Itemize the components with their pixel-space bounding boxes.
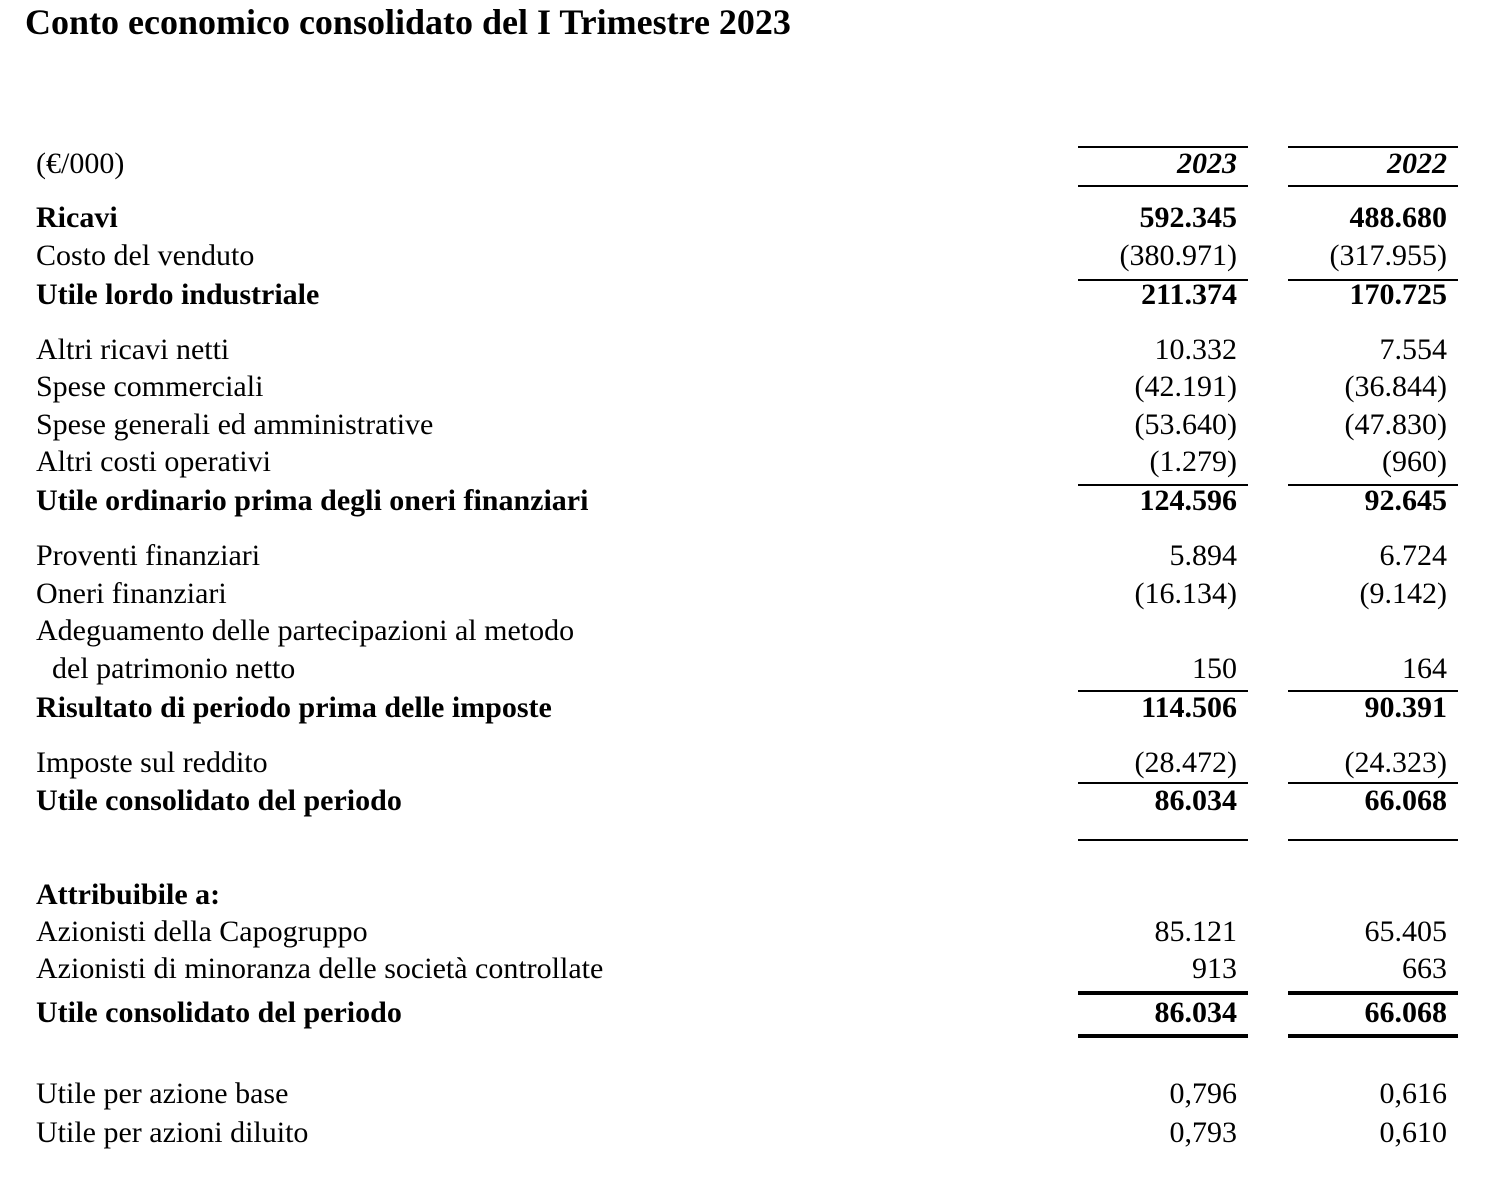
value-2022: 66.068 [1364, 996, 1447, 1029]
header-row [0, 148, 1500, 185]
table-row [0, 409, 1500, 446]
table-row [0, 485, 1500, 522]
row-label: Utile per azione base [36, 1077, 289, 1110]
row-label: Azionisti della Capogruppo [36, 915, 368, 948]
value-2023: (380.971) [1119, 239, 1237, 272]
value-2023: 592.345 [1139, 201, 1237, 234]
table-row [0, 653, 1500, 690]
row-label: Altri costi operativi [36, 445, 271, 478]
row-label: Costo del venduto [36, 239, 255, 272]
table-row [0, 692, 1500, 729]
table-row [0, 997, 1500, 1034]
table-row [0, 578, 1500, 615]
row-label: Risultato di periodo prima delle imposte [36, 691, 552, 724]
value-2022: 0,616 [1379, 1077, 1447, 1110]
value-2022: 6.724 [1379, 539, 1447, 572]
table-row [0, 202, 1500, 239]
table-row [0, 240, 1500, 277]
table-row [0, 1078, 1500, 1115]
value-2022: 66.068 [1364, 784, 1447, 817]
value-2022: (36.844) [1344, 370, 1447, 403]
value-2023: 85.121 [1154, 915, 1237, 948]
row-label: Spese generali ed amministrative [36, 408, 434, 441]
total-rule [1078, 839, 1248, 841]
value-2022: (9.142) [1359, 577, 1447, 610]
value-2023: (16.134) [1134, 577, 1237, 610]
total-rule [1078, 991, 1248, 995]
table-row [0, 615, 1500, 652]
row-label: Azionisti di minoranza delle società controllate [36, 952, 604, 985]
value-2023: (28.472) [1134, 746, 1237, 779]
value-2023: 124.596 [1139, 484, 1237, 517]
value-2023: 86.034 [1154, 784, 1237, 817]
double-total-rule [1288, 1034, 1458, 1038]
table-row [0, 1117, 1500, 1154]
row-label: Utile consolidato del periodo [36, 784, 402, 817]
table-row [0, 334, 1500, 371]
header-bottom-rule-2023 [1078, 185, 1248, 187]
row-label: Spese commerciali [36, 370, 264, 403]
value-2022: (317.955) [1329, 239, 1447, 272]
row-label: Adeguamento delle partecipazioni al metodo [36, 614, 575, 647]
value-2023: 114.506 [1141, 691, 1237, 724]
value-2022: 7.554 [1379, 333, 1447, 366]
value-2022: (24.323) [1344, 746, 1447, 779]
value-2023: 10.332 [1154, 333, 1237, 366]
value-2023: 150 [1192, 652, 1237, 685]
row-label: Utile lordo industriale [36, 278, 320, 311]
row-label: Proventi finanziari [36, 539, 261, 572]
header-bottom-rule-2022 [1288, 185, 1458, 187]
row-label: Ricavi [36, 201, 118, 234]
table-row [0, 953, 1500, 990]
table-row [0, 879, 1500, 916]
value-2023: (53.640) [1134, 408, 1237, 441]
double-total-rule [1078, 1034, 1248, 1038]
value-2023: 0,796 [1169, 1077, 1237, 1110]
row-label: del patrimonio netto [52, 652, 296, 685]
total-rule [1288, 991, 1458, 995]
table-row [0, 279, 1500, 316]
row-label: Utile ordinario prima degli oneri finanziari [36, 484, 589, 517]
value-2022: 92.645 [1364, 484, 1447, 517]
value-2023: 913 [1192, 952, 1237, 985]
value-2023: 86.034 [1154, 996, 1237, 1029]
value-2023: 5.894 [1169, 539, 1237, 572]
value-2022: 170.725 [1349, 278, 1447, 311]
value-2022: 164 [1402, 652, 1447, 685]
year-2022-header: 2022 [1387, 147, 1447, 180]
row-label: Oneri finanziari [36, 577, 227, 610]
value-2022: (47.830) [1344, 408, 1447, 441]
table-row [0, 371, 1500, 408]
value-2023: (42.191) [1134, 370, 1237, 403]
table-row [0, 747, 1500, 784]
statement-title: Conto economico consolidato del I Trimestre 2023 [25, 2, 791, 42]
row-label: Utile consolidato del periodo [36, 996, 402, 1029]
value-2022: 65.405 [1364, 915, 1447, 948]
value-2023: 0,793 [1169, 1116, 1237, 1149]
year-2023-header: 2023 [1177, 147, 1237, 180]
table-row [0, 916, 1500, 953]
value-2023: 211.374 [1141, 278, 1237, 311]
row-label: Altri ricavi netti [36, 333, 230, 366]
total-rule [1288, 839, 1458, 841]
value-2022: (960) [1382, 445, 1447, 478]
value-2022: 663 [1402, 952, 1447, 985]
table-row [0, 446, 1500, 483]
row-label: Attribuibile a: [36, 878, 221, 911]
value-2022: 488.680 [1349, 201, 1447, 234]
row-label: Imposte sul reddito [36, 746, 268, 779]
table-row [0, 785, 1500, 822]
row-label: Utile per azioni diluito [36, 1116, 309, 1149]
value-2023: (1.279) [1149, 445, 1237, 478]
table-row [0, 540, 1500, 577]
value-2022: 0,610 [1379, 1116, 1447, 1149]
unit-label: (€/000) [36, 147, 125, 180]
value-2022: 90.391 [1364, 691, 1447, 724]
